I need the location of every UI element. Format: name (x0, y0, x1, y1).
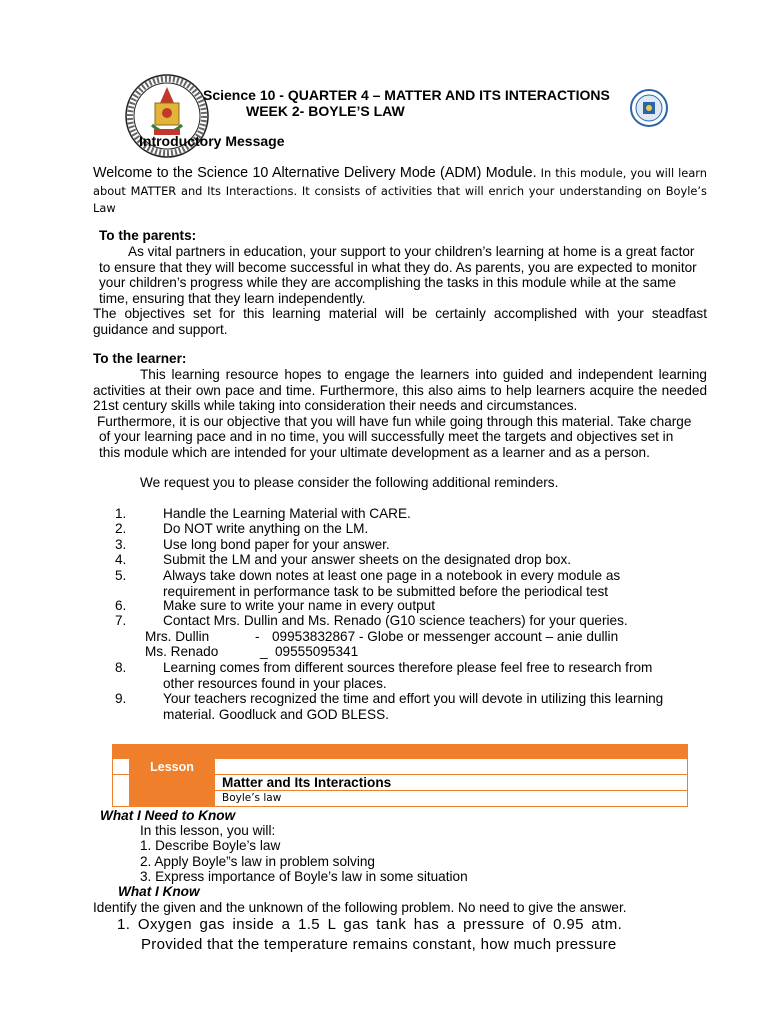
section-heading: Introductory Message (139, 133, 285, 149)
learner-line-2-2: of your learning pace and in no time, you will successfully meet the targets and objectives set in (99, 429, 674, 444)
question-1-line-1: 1. Oxygen gas inside a 1.5 L gas tank has a pressure of 0.95 atm. (117, 916, 623, 933)
learner-line-2-3: this module which are intended for your ultimate development as a learner and as a person. (99, 445, 650, 460)
lesson-title: Matter and Its Interactions (222, 775, 392, 790)
question-1-line-2: Provided that the temperature remains constant, how much pressure (141, 936, 617, 953)
request-line: We request you to please consider the following additional reminders. (140, 475, 559, 490)
parents-line-2: to ensure that they will become successful in what they do. As parents, you are expected to monitor (99, 260, 697, 275)
header-week: WEEK 2- BOYLE’S LAW (246, 103, 405, 119)
objective-item: 2. Apply Boyle”s law in problem solving (140, 854, 375, 869)
lesson-label: Lesson (150, 760, 194, 774)
deped-seal-icon (630, 89, 668, 127)
objective-item: 1. Describe Boyle’s law (140, 838, 281, 853)
lesson-label-block (129, 744, 215, 807)
lesson-banner (112, 744, 688, 807)
contact-separator: _ (260, 644, 268, 659)
what-i-know-heading: What I Know (118, 884, 200, 899)
lesson-rule-2 (215, 790, 688, 791)
parents-paragraph-2: The objectives set for this learning material will be certainly accomplished with your steadfast guidance and support. (93, 306, 707, 337)
parents-line-4: time, ensuring that they learn independently. (99, 291, 366, 306)
contact-separator: - (255, 629, 260, 644)
contact-name: Ms. Renado (145, 644, 219, 659)
need-to-know-intro: In this lesson, you will: (140, 823, 276, 838)
contact-detail: 09555095341 (275, 644, 359, 659)
parents-heading: To the parents: (99, 228, 197, 243)
lesson-rule-1 (112, 774, 688, 775)
parents-line-1: As vital partners in education, your support to your children’s learning at home is a great factor (128, 244, 695, 259)
learner-heading: To the learner: (93, 351, 187, 366)
parents-line-3: your children’s progress while they are accomplishing the tasks in this module while at the same (99, 275, 677, 290)
lesson-right-border (687, 759, 688, 807)
contact-detail: 09953832867 - Globe or messenger account – anie dullin (272, 629, 619, 644)
header-title: Science 10 - QUARTER 4 – MATTER AND ITS INTERACTIONS (203, 87, 610, 103)
what-i-know-instruction: Identify the given and the unknown of the following problem. No need to give the answer. (93, 900, 627, 915)
welcome-lead: Welcome to the Science 10 Alternative Delivery Mode (ADM) Module. (93, 165, 537, 181)
learner-line-2-1: Furthermore, it is our objective that you will have fun while going through this material. Take charge (97, 414, 692, 429)
deped-seal-logo (630, 89, 668, 127)
objective-item: 3. Express importance of Boyle’s law in some situation (140, 869, 468, 884)
lesson-subtitle: Boyle’s law (222, 792, 282, 804)
welcome-paragraph (93, 164, 707, 216)
welcome-rest: In this module, you will learn about MATTER and Its Interactions. It consists of activities that will enrich your understanding on Boyle’s Law (93, 166, 708, 215)
need-to-know-heading: What I Need to Know (100, 808, 236, 823)
lesson-rule-3 (112, 806, 688, 807)
contact-name: Mrs. Dullin (145, 629, 210, 644)
learner-paragraph-1: This learning resource hopes to engage the learners into guided and independent learning activities at their own pace and time. Furthermore, this also aims to help learners acquire the needed 21st century skills while taking into consideration their needs and circumstances. (93, 367, 707, 413)
lesson-left-border (112, 759, 113, 807)
